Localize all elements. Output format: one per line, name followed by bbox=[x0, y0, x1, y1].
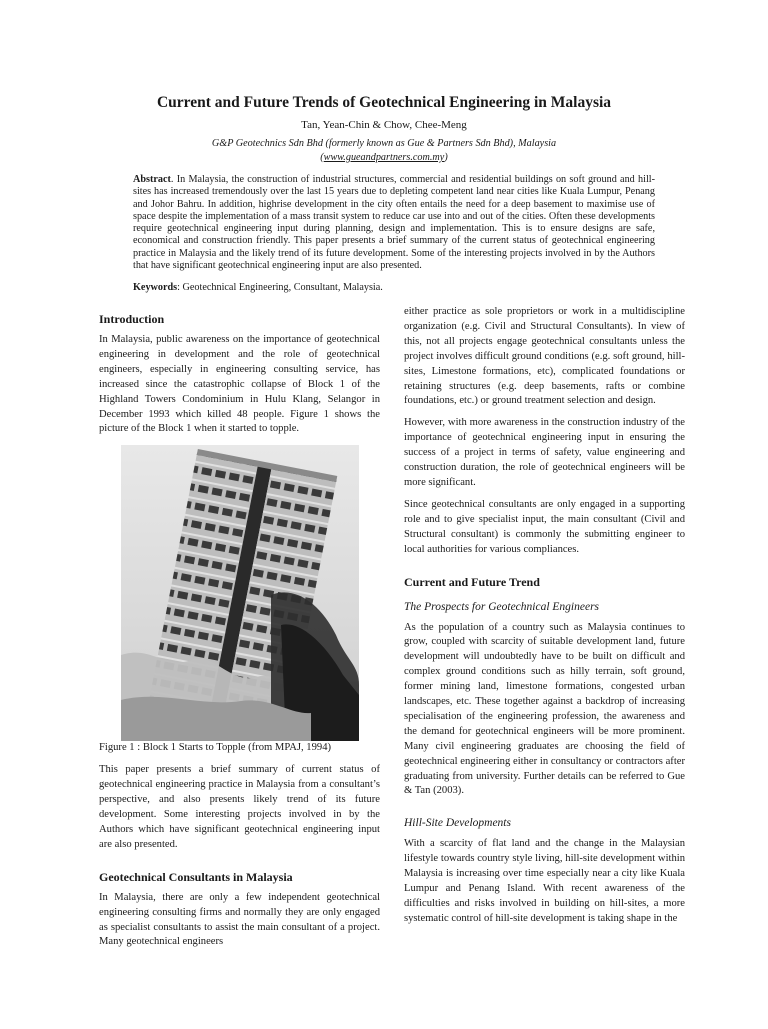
keywords bbox=[133, 282, 655, 293]
left-column bbox=[99, 300, 380, 1024]
prospects-paragraph: As the population of a country such as Malaysia continues to grow, coupled with scarcity of suitable development land, future development will undoubtedly have to be built on difficult and complex ground conditions such as hilly terrain, soft ground, former mining land, limestone formations, congested urban landscapes, etc. These together against a backdrop of increasing specialisation of the engineering profession, the awareness and the demand for geotechnical engineers will be more prominent. Many civil engineering graduates are choosing the field of geotechnical engineering either in consultancy or contractors after graduating from university. Further details can be referred to Gue & Tan (2003). bbox=[404, 621, 685, 797]
consultants-paragraph-2: either practice as sole proprietors or work in a multidiscipline organization (e.g. Civil and Structural Consultants). In view of this, not all projects engage geotechnical consultants unless the project involves difficult ground conditions (e.g. soft ground, hill-sites, Limestone formations, etc), complicated foundations or retaining structures (e.g. deep basements, rafts or combine foundations, etc.) or ground treatment selection and design. bbox=[404, 306, 685, 407]
abstract bbox=[133, 174, 655, 272]
keywords-label: Keywords bbox=[133, 282, 178, 293]
paper-title: Current and Future Trends of Geotechnical Engineering in Malaysia bbox=[156, 94, 612, 111]
hillsite-paragraph: With a scarcity of flat land and the change in the Malaysian lifestyle towards country style living, hill-site development within Malaysia is increasing over time especially near a city like Kuala Lumpur and Penang Island. With recent awareness of the difficulties and risks involved in building on hill-sites, a more systematic control of hill-site development is taking shape in the bbox=[404, 838, 685, 924]
paper-url-link[interactable]: www.gueandpartners.com.my bbox=[323, 152, 445, 163]
hillsite-subheading: Hill-Site Developments bbox=[404, 817, 511, 830]
introduction-heading: Introduction bbox=[99, 312, 165, 326]
figure-1-caption: Figure 1 : Block 1 Starts to Topple (from MPAJ, 1994) bbox=[99, 742, 332, 754]
abstract-label: Abstract bbox=[133, 174, 171, 185]
abstract-text: . In Malaysia, the construction of industrial structures, commercial and residential buildings on soft ground and hill-sites has increased tremendously over the last 15 years due to depleting competent land near cities like Kuala Lumpur, Penang and Johor Bahru. In addition, highrise development in the city often entails the need for a deep basement to maximise use of space despite the implementation of a mass transit system to reduce car use into and out of the cities. Often these developments require geotechnical engineering input during planning, design and implementation. This is to ensure designs are safe, economical and construction friendly. This paper presents a brief summary of the current status of geotechnical engineering practice in Malaysia and the likely trend of its future development. Some of the interesting projects involved in by the Authors that have significant geotechnical engineering input are also presented. bbox=[133, 174, 655, 272]
introduction-paragraph-2: This paper presents a brief summary of current status of geotechnical engineering practice in Malaysia from a consultant’s perspective, and also presents likely trend of its future development. Some interesting projects involved in by the Authors which have significant geotechnical engineering input are also presented. bbox=[99, 764, 380, 850]
paper-authors: Tan, Yean-Chin & Chow, Chee-Meng bbox=[301, 119, 467, 131]
consultants-paragraph-4: Since geotechnical consultants are only engaged in a supporting role and to give specialist input, the main consultant (Civil and Structural consultant) is commonly the submitting engineer to local authorities for various compliances. bbox=[404, 498, 685, 555]
paper-affiliation: G&P Geotechnics Sdn Bhd (formerly known as Gue & Partners Sdn Bhd), Malaysia bbox=[211, 138, 557, 149]
current-future-trend-heading: Current and Future Trend bbox=[404, 574, 540, 589]
prospects-subheading: The Prospects for Geotechnical Engineers bbox=[404, 600, 600, 613]
right-column bbox=[404, 305, 685, 1029]
figure-1-photo bbox=[121, 445, 359, 741]
keywords-text: : Geotechnical Engineering, Consultant, Malaysia. bbox=[177, 282, 383, 293]
paper-url-line: (www.gueandpartners.com.my) bbox=[320, 152, 448, 163]
consultants-paragraph-1: In Malaysia, there are only a few independent geotechnical engineering consulting firms and normally they are only engaged as specialist consultants to assist the main consultant of a project. Many geotechnical engineers bbox=[99, 891, 380, 948]
consultants-heading: Geotechnical Consultants in Malaysia bbox=[99, 869, 293, 884]
collapsing-building-illustration bbox=[121, 445, 359, 741]
introduction-paragraph-1: In Malaysia, public awareness on the importance of geotechnical engineering in development and the role of geotechnical engineers, especially in engineering consulting service, has increased since the catastrophic collapse of Block 1 of the Highland Towers Condominium in Hulu Klang, Selangor in December 1993 which killed 48 people. Figure 1 shows the picture of the Block 1 when it started to topple. bbox=[99, 334, 380, 435]
consultants-paragraph-3: However, with more awareness in the construction industry of the importance of geotechnical engineering input in ensuring the success of a project in terms of safety, value engineering and construction duration, the role of geotechnical engineers will be more significant. bbox=[404, 417, 685, 488]
